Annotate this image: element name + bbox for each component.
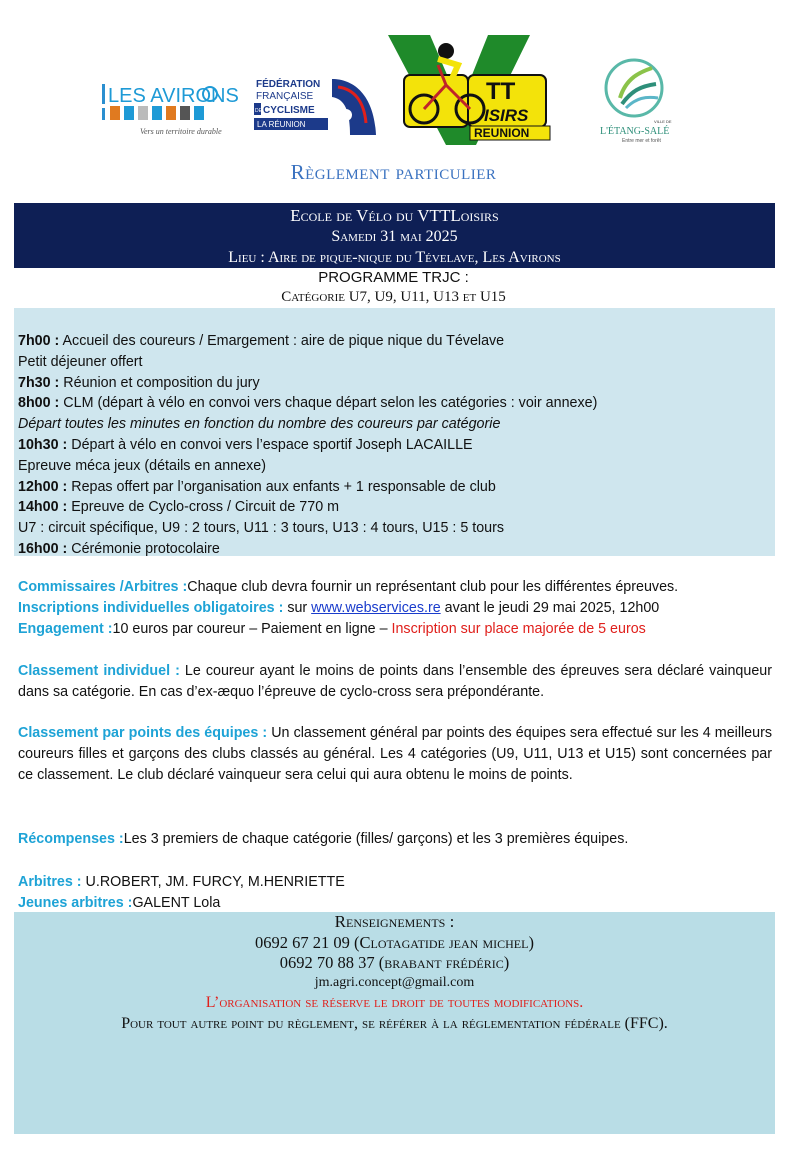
svg-text:LA RÉUNION: LA RÉUNION xyxy=(257,120,306,129)
schedule-time: 16h00 : xyxy=(18,540,68,557)
schedule-line xyxy=(18,456,597,477)
event-name: Ecole de Vélo du VTTLoisirs xyxy=(290,206,499,225)
event-date: Samedi 31 mai 2025 xyxy=(331,228,458,245)
svg-text:DE: DE xyxy=(255,108,262,114)
schedule-line xyxy=(18,518,597,539)
schedule-line xyxy=(18,373,597,394)
schedule-text: Accueil des coureurs / Emargement : aire de pique nique du Tévelave xyxy=(59,333,505,349)
webservices-link[interactable]: www.webservices.re xyxy=(311,600,441,616)
schedule-text: Réunion et composition du jury xyxy=(59,374,260,391)
schedule-line xyxy=(18,435,597,456)
engagement-line: Engagement :10 euros par coureur – Paiement en ligne – Inscription sur place majorée de 5 euros xyxy=(18,621,646,637)
schedule-time: 7h30 : xyxy=(18,374,60,391)
svg-text:FÉDÉRATION: FÉDÉRATION xyxy=(256,79,321,90)
les-avirons-emblem-icon xyxy=(100,78,250,138)
schedule-text: Epreuve de Cyclo-cross / Circuit de 770 m xyxy=(67,499,340,516)
phone-2: 0692 70 88 37 (brabant frédéric) xyxy=(279,953,510,972)
svg-text:CYCLISME: CYCLISME xyxy=(263,105,315,116)
ffc-reference: Pour tout autre point du règlement, se référer à la réglementation fédérale (FFC). xyxy=(121,1015,668,1032)
schedule-line xyxy=(18,352,597,373)
info-block xyxy=(18,577,772,640)
inscriptions-line: Inscriptions individuelles obligatoires : sur www.webservices.re avant le jeudi 29 mai 2025, 12h00 xyxy=(18,600,660,616)
reserve-notice: L’organisation se réserve le droit de toutes modifications. xyxy=(205,994,584,1011)
schedule-line xyxy=(18,393,597,414)
schedule-text: Départ à vélo en convoi vers l’espace sportif Joseph LACAILLE xyxy=(67,436,473,453)
schedule-list xyxy=(18,331,597,560)
schedule-time: 8h00 : xyxy=(18,395,60,412)
svg-text:Entre mer et forêt: Entre mer et forêt xyxy=(622,138,661,144)
svg-text:TT: TT xyxy=(486,78,516,105)
contact-email[interactable]: jm.agri.concept@gmail.com xyxy=(314,975,475,990)
event-header xyxy=(14,203,775,268)
svg-text:FRANÇAISE: FRANÇAISE xyxy=(256,91,314,102)
svg-text:L'ÉTANG-SALÉ: L'ÉTANG-SALÉ xyxy=(600,126,670,137)
classement-individuel: Classement individuel : Le coureur ayant le moins de points dans l’ensemble des épreuves sera déclaré vainqueur dans sa catégorie. En cas d’ex-æquo l’épreuve de cyclo-cross sera prépondérante. xyxy=(18,663,772,700)
schedule-line xyxy=(18,539,597,560)
jeunes-arbitres-line: Jeunes arbitres :GALENT Lola xyxy=(18,895,221,911)
schedule-text: Epreuve méca jeux (détails en annexe) xyxy=(18,457,266,474)
etang-sale-logo xyxy=(596,58,698,144)
renseignements-title: Renseignements : xyxy=(334,912,455,931)
schedule-line xyxy=(18,477,597,498)
commissaires-line: Commissaires /Arbitres :Chaque club devra fournir un représentant club pour les différentes épreuves. xyxy=(18,579,679,595)
les-avirons-logo xyxy=(100,78,250,138)
schedule-line xyxy=(18,414,597,435)
recompenses: Récompenses :Les 3 premiers de chaque catégorie (filles/ garçons) et les 3 premières équipes. xyxy=(18,831,629,847)
schedule-time: 10h30 : xyxy=(18,436,68,453)
arbitres-line: Arbitres : U.ROBERT, JM. FURCY, M.HENRIETTE xyxy=(18,874,345,890)
svg-text:LES AVIRONS: LES AVIRONS xyxy=(108,85,239,107)
schedule-time: 7h00 : xyxy=(18,333,60,349)
programme-heading: PROGRAMME TRJC : xyxy=(318,269,469,286)
svg-text:Vers un territoire durable: Vers un territoire durable xyxy=(140,127,222,136)
svg-text:REUNION: REUNION xyxy=(474,126,530,140)
arbitres-block xyxy=(18,872,772,914)
event-location: Lieu : Aire de pique-nique du Tévelave, Les Avirons xyxy=(228,249,561,266)
schedule-text: U7 : circuit spécifique, U9 : 2 tours, U11 : 3 tours, U13 : 4 tours, U15 : 5 tours xyxy=(18,520,505,537)
schedule-text: Départ toutes les minutes en fonction du nombre des coureurs par catégorie xyxy=(18,416,501,433)
svg-text:ISIRS: ISIRS xyxy=(484,106,529,125)
schedule-time: 12h00 : xyxy=(18,478,68,495)
schedule-text: Cérémonie protocolaire xyxy=(67,540,220,557)
page-title: Règlement particulier xyxy=(290,160,497,184)
classement-equipes: Classement par points des équipes : Un classement général par points des équipes sera effectué sur les 4 meilleurs coureurs filles et garçons des clubs classés au général. Les 4 catégories (U9, U11, U13 et U15) sont concernées par ce classement. Le club déclaré vainqueur sera celui qui aura obtenu le moins de points. xyxy=(18,725,772,783)
schedule-text: Repas offert par l’organisation aux enfants + 1 responsable de club xyxy=(67,478,496,495)
schedule-text: CLM (départ à vélo en convoi vers chaque départ selon les catégories : voir annexe) xyxy=(59,395,598,412)
schedule-time: 14h00 : xyxy=(18,499,68,516)
schedule-line xyxy=(18,497,597,518)
ffc-logo xyxy=(254,75,378,141)
categorie-line: Catégorie U7, U9, U11, U13 et U15 xyxy=(281,289,506,305)
phone-1: 0692 67 21 09 (Clotagatide jean michel) xyxy=(255,933,534,952)
vtt-loisirs-logo xyxy=(388,35,560,147)
schedule-text: Petit déjeuner offert xyxy=(18,353,143,370)
svg-text:VILLE DE: VILLE DE xyxy=(654,119,672,124)
schedule-line xyxy=(18,331,597,352)
